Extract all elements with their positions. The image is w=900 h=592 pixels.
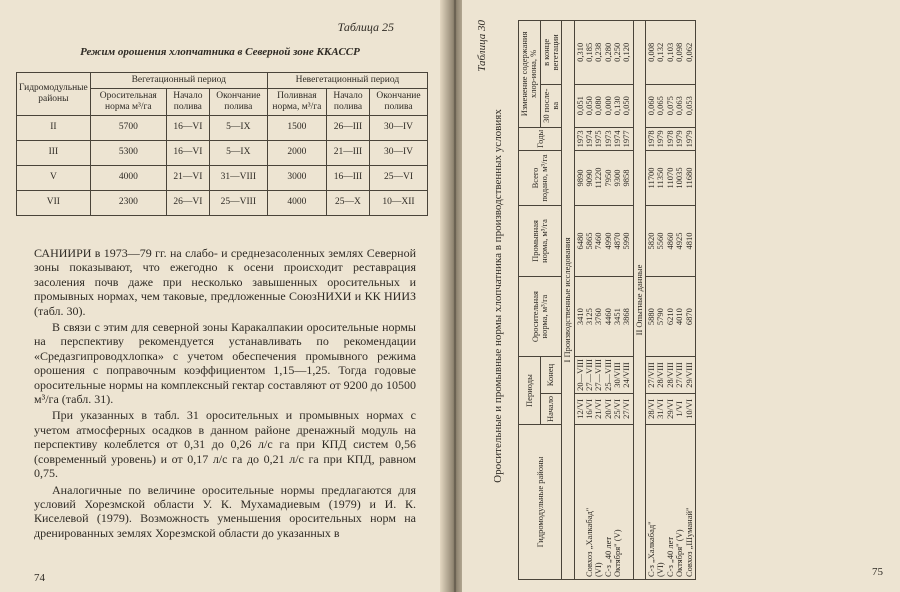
- value: 20/VI: [602, 398, 613, 419]
- value: 1974: [584, 130, 595, 148]
- value: 1977: [621, 130, 632, 148]
- header-start: Начало: [540, 393, 562, 424]
- table-row: [17, 115, 428, 140]
- value: 11350: [655, 167, 666, 189]
- paragraph: При указанных в табл. 31 оросительных и промывных нормах с учетом атмосферных осадков в данном районе дренажный модуль на перспективу колеблется от 0,31 до 0,26 л/с га при КПД систем 0,56 (современный уровень) и от 0,17 л/с га до 0,21 л/с га при КПД, равном 0,75.: [34, 408, 416, 481]
- value: 7950: [602, 169, 613, 187]
- value: 29/VIII: [683, 362, 694, 388]
- start-cell: [646, 393, 696, 424]
- end-veg-cell: [574, 21, 633, 85]
- value: 27—VIII: [584, 359, 595, 391]
- value: 6480: [574, 232, 585, 250]
- end-veg-cell: [646, 21, 696, 85]
- cell: 4000: [90, 165, 166, 190]
- value: 28/VI: [646, 398, 657, 419]
- value: 3410: [574, 308, 585, 326]
- value: 0,075: [664, 96, 675, 116]
- cell: 16—VI: [166, 115, 209, 140]
- value: 25—VIII: [602, 359, 613, 391]
- value: 12/VI: [574, 398, 585, 419]
- value: 6210: [664, 308, 675, 326]
- district-line: (VI): [593, 562, 604, 577]
- value: 1973: [574, 130, 585, 148]
- irrigation-cell: [574, 276, 633, 356]
- value: 0,050: [621, 96, 632, 116]
- value: 11220: [593, 167, 604, 189]
- cell: 25—X: [326, 190, 369, 215]
- value: 5865: [584, 232, 595, 250]
- header-irrigation-norm: Оросительная норма, м³/га: [519, 276, 562, 356]
- cell: 25—VIII: [209, 190, 267, 215]
- district-line: С-з „Халкабад": [646, 521, 657, 577]
- cell: 5300: [90, 140, 166, 165]
- cell: 5—IX: [209, 115, 267, 140]
- value: 0,062: [683, 42, 694, 62]
- value: 1979: [683, 130, 694, 148]
- district-line: Октября" (V): [612, 529, 623, 577]
- header-periods: Периоды: [519, 357, 541, 425]
- table-title: Режим орошения хлопчатника в Северной зоне ККАССР: [80, 46, 360, 58]
- value: 4990: [602, 232, 613, 250]
- value: 0,080: [593, 96, 604, 116]
- value: 1978: [664, 130, 675, 148]
- value: 3760: [593, 308, 604, 326]
- header-total: Всего подано, м³/га: [519, 150, 562, 205]
- header-district: Гидромодульные районы: [519, 425, 562, 580]
- cell: 26—III: [326, 115, 369, 140]
- leach-cell: [574, 206, 633, 277]
- value: 0,065: [655, 96, 666, 116]
- value: 10/VI: [683, 398, 694, 419]
- value: 16/VI: [584, 398, 595, 419]
- cell: V: [17, 165, 91, 190]
- district-line: Октября" (V): [674, 529, 685, 577]
- header-end-veg: в конце вегетации: [540, 21, 562, 85]
- total-cell: [646, 150, 696, 205]
- value: 4870: [612, 232, 623, 250]
- header-nonvegetation: Невегетационный период: [267, 73, 427, 89]
- cell: 31—VIII: [209, 165, 267, 190]
- cell: 10—XII: [369, 190, 427, 215]
- cell: 3000: [267, 165, 326, 190]
- end-cell: [574, 357, 633, 394]
- table-row: [574, 21, 633, 580]
- value: 1979: [674, 130, 685, 148]
- value: 11700: [646, 167, 657, 189]
- district-line: С-з „40 лет: [602, 536, 613, 577]
- header-end: Конец: [540, 357, 562, 394]
- value: 31/VI: [655, 398, 666, 419]
- value: 1974: [612, 130, 623, 148]
- body-text: [34, 246, 416, 542]
- value: 27—VIII: [593, 359, 604, 391]
- header-leach-norm: Промывная норма, м³/га: [519, 206, 562, 277]
- header-salinity-change: Изменение содержания хлор-иона, %: [519, 21, 541, 128]
- header-district: Гидромодульные районы: [17, 73, 91, 116]
- end-cell: [646, 357, 696, 394]
- value: 0,120: [621, 42, 632, 62]
- value: 11070: [664, 167, 675, 189]
- district-line: (VI): [655, 562, 666, 577]
- value: 0,050: [584, 96, 595, 116]
- value: 5820: [646, 232, 657, 250]
- leach-cell: [646, 206, 696, 277]
- value: 1/VI: [674, 401, 685, 417]
- value: 0,130: [612, 96, 623, 116]
- value: 20—VIII: [574, 359, 585, 391]
- table-row: [17, 190, 428, 215]
- cell: 21—III: [326, 140, 369, 165]
- cell: 2000: [267, 140, 326, 165]
- value: 28/VIII: [655, 362, 666, 388]
- paragraph: В связи с этим для северной зоны Каракалпакии оросительные нормы на перспективу рекомендуется устанавливать по рекомендации «Средазгипроводхлопка» с учетом обеспечения промывного режима орошения с поправочным коэффициентом 1,15—1,25. Тогда годовые оросительные нормы на комплексный гектар составляют от 9200 до 10500 м³/га (табл. 31).: [34, 320, 416, 407]
- value: 9090: [584, 169, 595, 187]
- cell: 25—VI: [369, 165, 427, 190]
- value: 0,185: [584, 42, 595, 62]
- cell: 5700: [90, 115, 166, 140]
- irrigation-norms-table: [518, 20, 696, 580]
- district-line: Совхоз „Халкабад": [584, 507, 595, 577]
- cell: 1500: [267, 115, 326, 140]
- value: 29/VI: [664, 398, 675, 419]
- value: 24/VIII: [621, 362, 632, 388]
- header-start-2: Начало полива: [326, 88, 369, 115]
- cell: 16—III: [326, 165, 369, 190]
- thirty-after-cell: [646, 84, 696, 127]
- value: 4925: [674, 232, 685, 250]
- value: 1975: [593, 130, 604, 148]
- value: 5990: [621, 232, 632, 250]
- table-title: Оросительные и промывные нормы хлопчатника в производственных условиях: [492, 109, 504, 483]
- cell: 21—VI: [166, 165, 209, 190]
- value: 10035: [674, 167, 685, 189]
- value: 30/VIII: [612, 362, 623, 388]
- value: 0,008: [646, 42, 657, 62]
- header-leach-norm: Поливная норма, м³/га: [267, 88, 326, 115]
- value: 9890: [574, 169, 585, 187]
- header-end-2: Окончание полива: [369, 88, 427, 115]
- value: 6870: [683, 308, 694, 326]
- value: 0,310: [574, 42, 585, 62]
- value: 9300: [612, 169, 623, 187]
- paragraph: Аналогичные по величине оросительные нормы предлагаются для условий Хорезмской области У. К. Мухамадиевым (1979) и И. К. Киселевой (1979). Возможность уменьшения оросительных норм на дренированных землях Хорезмской области до указанных в: [34, 482, 416, 540]
- header-vegetation: Вегетационный период: [90, 73, 267, 89]
- value: 0,280: [602, 42, 613, 62]
- value: 5560: [655, 232, 666, 250]
- value: 0,063: [674, 96, 685, 116]
- page-number: 74: [34, 572, 45, 584]
- table-row: [17, 165, 428, 190]
- value: 1979: [655, 130, 666, 148]
- district-cell: [574, 425, 633, 580]
- value: 9858: [621, 169, 632, 187]
- irrigation-regime-table: [16, 72, 428, 216]
- value: 4860: [664, 232, 675, 250]
- value: 27/VIII: [674, 362, 685, 388]
- district-line: С-з „40 лет: [664, 536, 675, 577]
- table-label: Таблица 30: [476, 20, 488, 72]
- value: 4460: [602, 308, 613, 326]
- cell: VII: [17, 190, 91, 215]
- value: 27/VI: [621, 398, 632, 419]
- header-years: Годы: [519, 127, 562, 150]
- value: 27/VIII: [646, 362, 657, 388]
- value: 11680: [683, 167, 694, 189]
- value: 0,250: [612, 42, 623, 62]
- value: 5880: [646, 308, 657, 326]
- table-row: [17, 140, 428, 165]
- total-cell: [574, 150, 633, 205]
- page-number: 75: [872, 566, 883, 578]
- value: 1973: [602, 130, 613, 148]
- value: 21/VI: [593, 398, 604, 419]
- table-label: Таблица 25: [337, 20, 394, 34]
- value: 0,051: [574, 96, 585, 116]
- cell: 30—IV: [369, 140, 427, 165]
- thirty-after-cell: [574, 84, 633, 127]
- rotated-table-block: [474, 6, 864, 586]
- cell: 16—VI: [166, 140, 209, 165]
- value: 4810: [683, 232, 694, 250]
- value: 0,000: [602, 96, 613, 116]
- value: 0,132: [655, 42, 666, 62]
- value: 25/VI: [612, 398, 623, 419]
- years-cell: [574, 127, 633, 150]
- cell: II: [17, 115, 91, 140]
- value: 3125: [584, 308, 595, 326]
- start-cell: [574, 393, 633, 424]
- cell: 5—IX: [209, 140, 267, 165]
- header-end: Окончание полива: [209, 88, 267, 115]
- value: 7460: [593, 232, 604, 250]
- section-heading: II Опытные данные: [633, 21, 645, 580]
- paragraph: САНИИРИ в 1973—79 гг. на слабо- и среднезасоленных землях Северной зоны показывают, что ежегодно к осени происходит реставрация засоления почв даже при несколько завышенных оросительных и промывных нормах, чем таковые, предложенные СоюзНИХИ и КК НИИЗ (табл. 30).: [34, 246, 416, 318]
- district-cell: [646, 425, 696, 580]
- value: 0,238: [593, 42, 604, 62]
- district-line: Совхоз „Шуманай": [683, 507, 694, 577]
- table-row: [646, 21, 696, 580]
- value: 3868: [621, 308, 632, 326]
- header-irrigation-norm: Оросительная норма м³/га: [90, 88, 166, 115]
- value: 0,053: [683, 96, 694, 116]
- cell: III: [17, 140, 91, 165]
- cell: 26—VI: [166, 190, 209, 215]
- header-start: Начало полива: [166, 88, 209, 115]
- value: 3451: [612, 308, 623, 326]
- value: 0,098: [674, 42, 685, 62]
- cell: 2300: [90, 190, 166, 215]
- value: 0,060: [646, 96, 657, 116]
- section-heading: I Производственные исследования: [562, 21, 574, 580]
- value: 4010: [674, 308, 685, 326]
- cell: 4000: [267, 190, 326, 215]
- value: 28/VIII: [664, 362, 675, 388]
- header-thirty-after: 30 после-ва: [540, 84, 562, 127]
- value: 0,103: [664, 42, 675, 62]
- irrigation-cell: [646, 276, 696, 356]
- value: 5790: [655, 308, 666, 326]
- cell: 30—IV: [369, 115, 427, 140]
- years-cell: [646, 127, 696, 150]
- value: 1978: [646, 130, 657, 148]
